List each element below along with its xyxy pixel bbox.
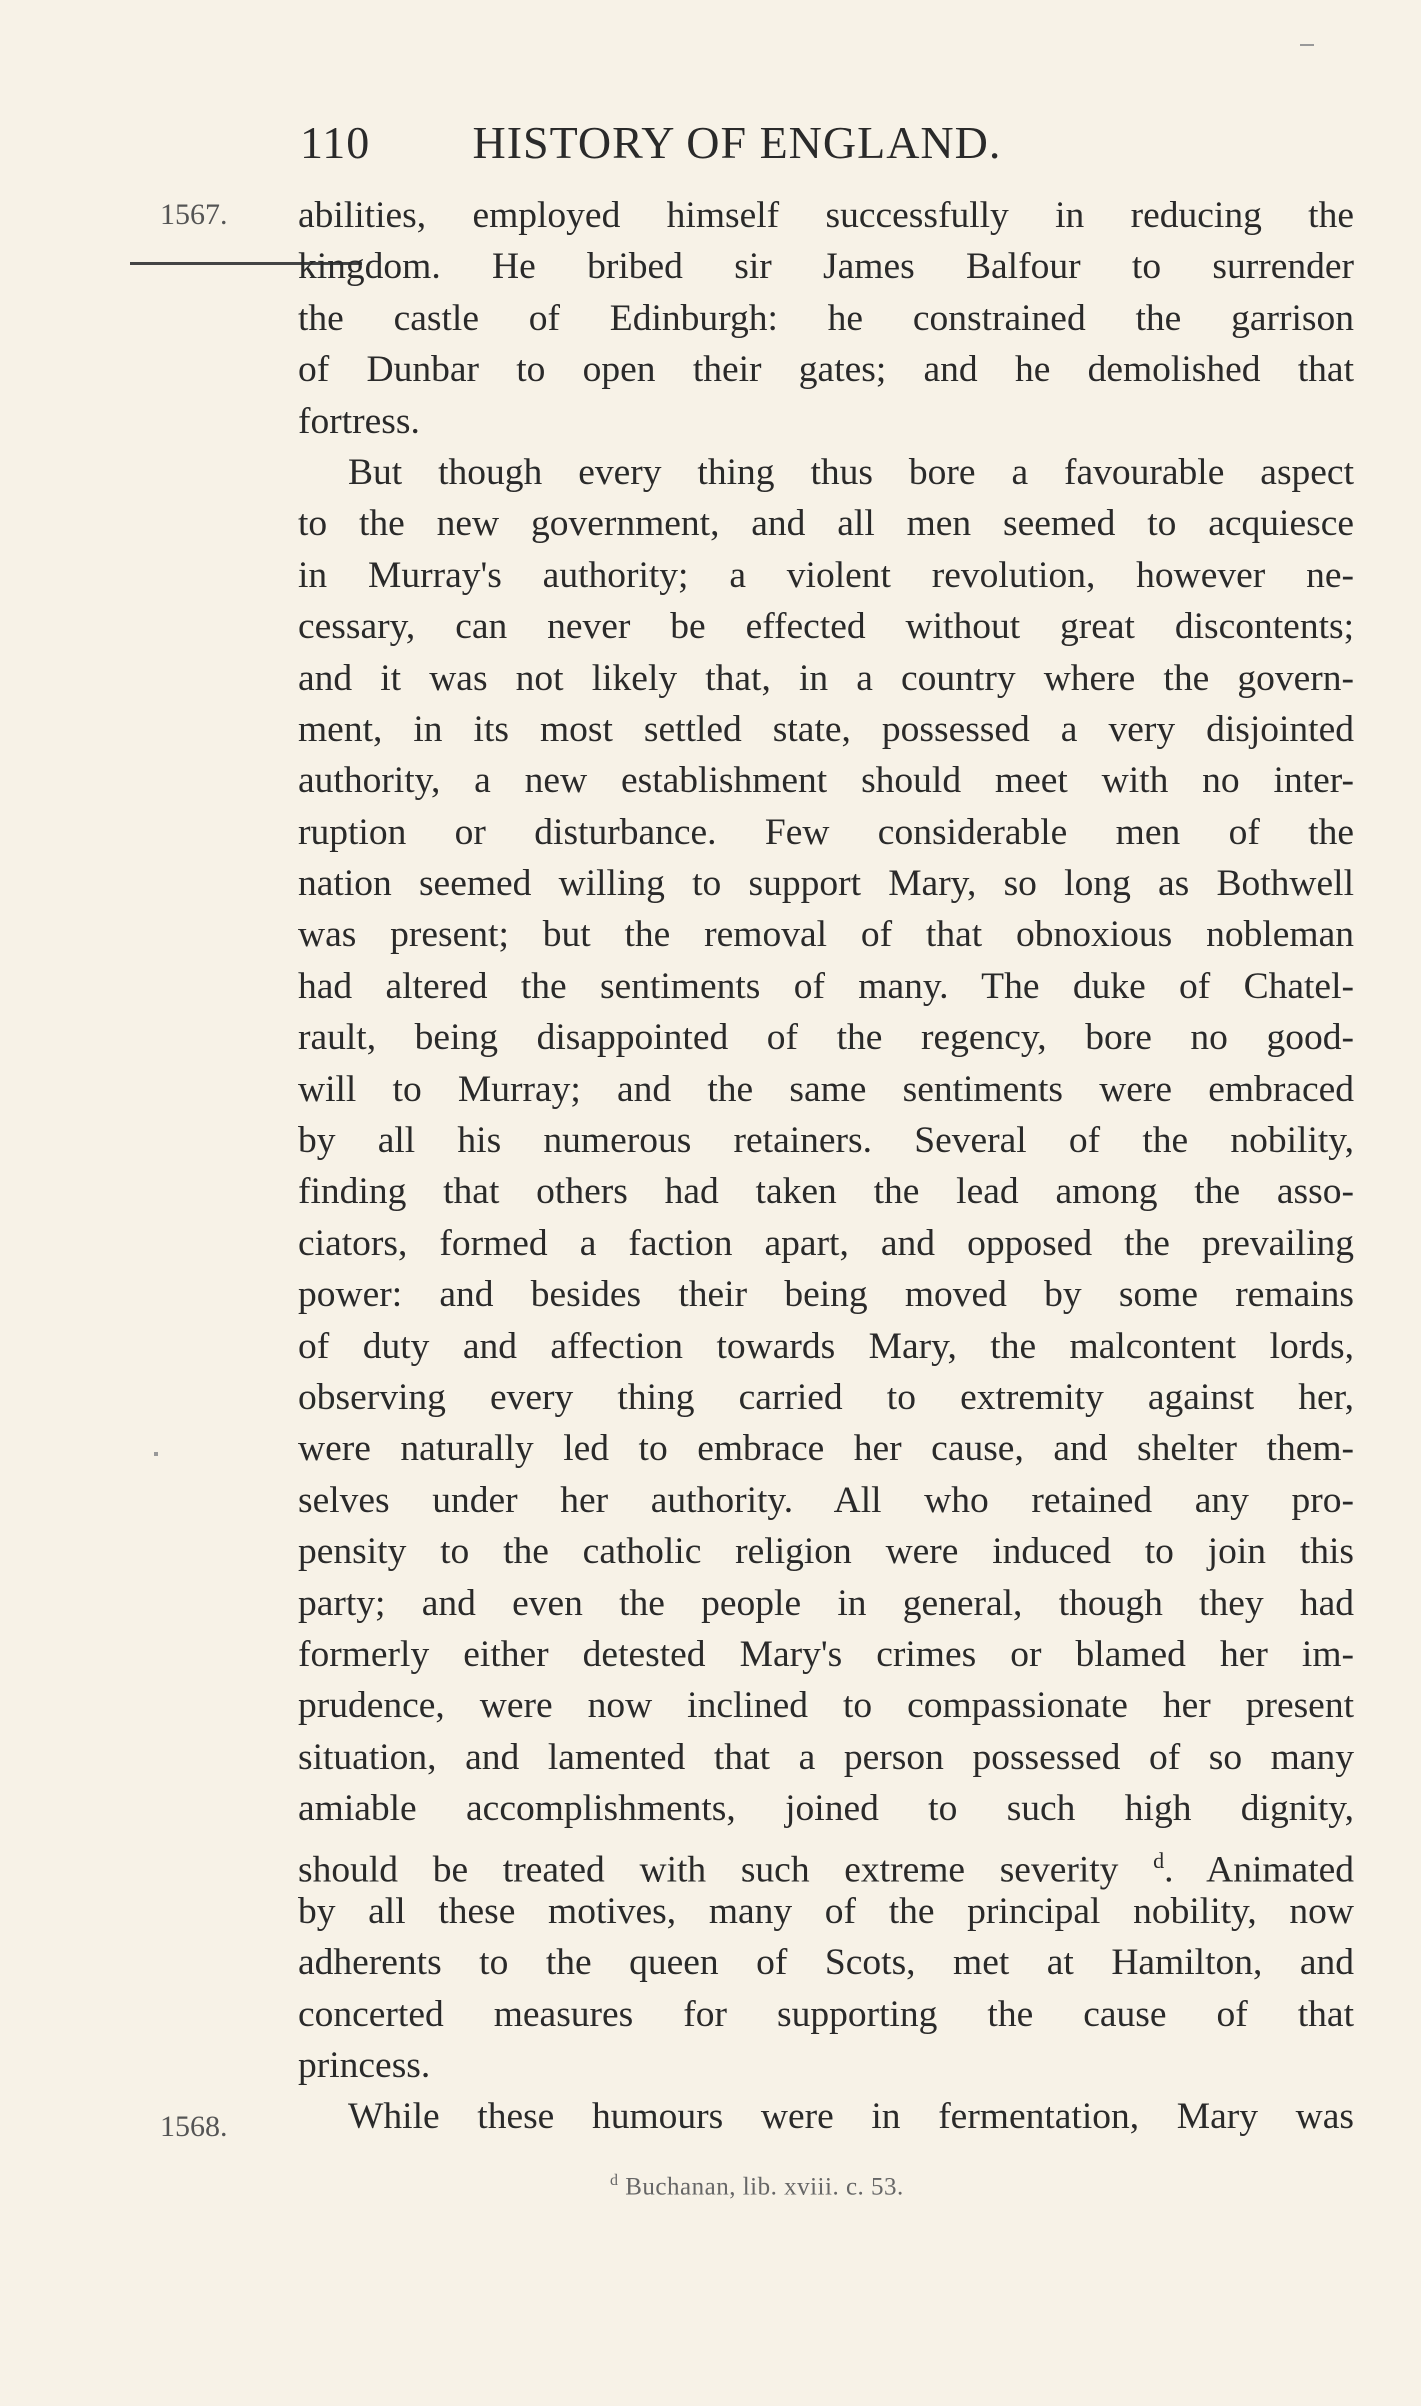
text-line: ruption or disturbance. Few considerable men of the — [298, 811, 1354, 853]
page-speck — [154, 1452, 158, 1456]
text-line: pensity to the catholic religion were induced to join this — [298, 1531, 1354, 1573]
text-line: by all his numerous retainers. Several of the nobility, — [298, 1120, 1354, 1162]
text-line: amiable accomplishments, joined to such high dignity, — [298, 1788, 1354, 1830]
text-segment: . Animated — [1164, 1849, 1355, 1890]
text-line: observing every thing carried to extremity against her, — [298, 1376, 1354, 1418]
text-line: and it was not likely that, in a country where the govern- — [298, 657, 1354, 699]
text-line: ment, in its most settled state, possessed a very disjointed — [298, 708, 1354, 750]
text-line: nation seemed willing to support Mary, so long as Bothwell — [298, 863, 1354, 905]
text-line: to the new government, and all men seemed to acquiesce — [298, 503, 1354, 545]
body-text — [298, 190, 1354, 2143]
text-line: prudence, were now inclined to compassionate her present — [298, 1685, 1354, 1727]
text-line: authority, a new establishment should meet with no inter- — [298, 760, 1354, 802]
text-line: fortress. — [298, 400, 420, 442]
footnote-mark: d — [610, 2172, 619, 2189]
text-line-with-note — [298, 1835, 1355, 1890]
text-line: was present; but the removal of that obnoxious nobleman — [298, 914, 1354, 956]
text-line: of duty and affection towards Mary, the malcontent lords, — [298, 1325, 1354, 1367]
text-line: of Dunbar to open their gates; and he demolished that — [298, 349, 1354, 391]
margin-year-1568: 1568. — [160, 2110, 228, 2143]
text-line: adherents to the queen of Scots, met at Hamilton, and — [298, 1942, 1354, 1984]
running-header — [300, 116, 1360, 169]
text-line: kingdom. He bribed sir James Balfour to surrender — [298, 246, 1354, 288]
text-line: formerly either detested Mary's crimes or blamed her im- — [298, 1633, 1354, 1675]
text-line: the castle of Edinburgh: he constrained the garrison — [298, 297, 1354, 339]
paragraph-start: But though every thing thus bore a favourable aspect — [348, 451, 1354, 493]
page-number: 110 — [300, 117, 371, 168]
text-line: concerted measures for supporting the cause of that — [298, 1993, 1354, 2035]
footnote-reference: d — [1153, 1847, 1165, 1873]
text-line: rault, being disappointed of the regency, bore no good- — [298, 1017, 1354, 1059]
text-line: were naturally led to embrace her cause, and shelter them- — [298, 1428, 1354, 1470]
text-line: will to Murray; and the same sentiments were embraced — [298, 1068, 1354, 1110]
page-speck — [1300, 44, 1314, 46]
text-line: power: and besides their being moved by some remains — [298, 1274, 1354, 1316]
text-line: finding that others had taken the lead among the asso- — [298, 1171, 1354, 1213]
text-line: selves under her authority. All who retained any pro- — [298, 1479, 1354, 1521]
text-line: situation, and lamented that a person possessed of so many — [298, 1736, 1354, 1778]
paragraph-start: While these humours were in fermentation, Mary was — [348, 2096, 1354, 2138]
text-line: had altered the sentiments of many. The duke of Chatel- — [298, 965, 1354, 1007]
running-title: HISTORY OF ENGLAND. — [472, 117, 1002, 168]
text-line: in Murray's authority; a violent revolution, however ne- — [298, 554, 1354, 596]
margin-year-1567: 1567. — [160, 198, 228, 231]
text-segment: should be treated with such extreme severity — [298, 1849, 1119, 1890]
text-line: party; and even the people in general, though they had — [298, 1582, 1354, 1624]
text-line: by all these motives, many of the principal nobility, now — [298, 1890, 1354, 1932]
text-line: cessary, can never be effected without great discontents; — [298, 606, 1354, 648]
footnote-text: Buchanan, lib. xviii. c. 53. — [625, 2173, 904, 2201]
text-line: princess. — [298, 2045, 431, 2087]
footnote — [610, 2172, 904, 2201]
text-line: ciators, formed a faction apart, and opposed the prevailing — [298, 1222, 1354, 1264]
text-line: abilities, employed himself successfully in reducing the — [298, 195, 1354, 236]
